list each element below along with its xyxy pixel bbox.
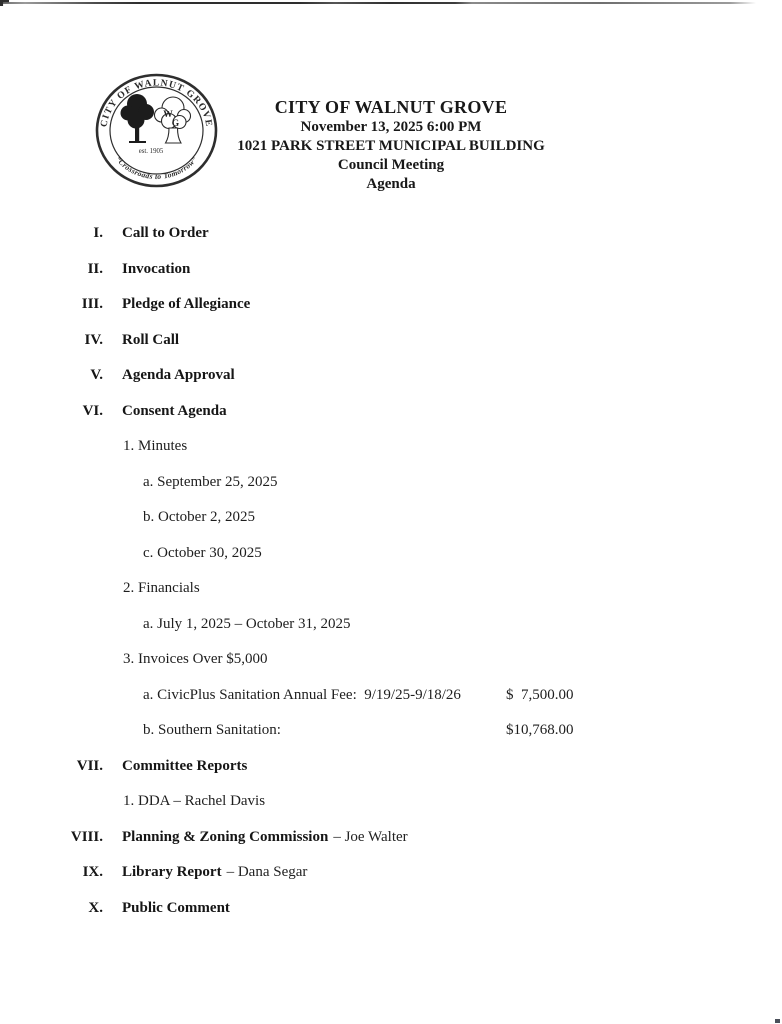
item-title: Library Report	[122, 864, 222, 880]
agenda-item-planning-zoning	[0, 829, 782, 865]
sub-item-label: 1. DDA – Rachel Davis	[123, 793, 266, 809]
consent-financials-heading	[0, 580, 782, 616]
invoice-item-civicplus	[0, 687, 782, 723]
sub-item-label: 1. Minutes	[123, 438, 188, 454]
invoice-description: a. CivicPlus Sanitation Annual Fee: 9/19/25-9/18/26	[143, 686, 461, 703]
item-numeral: I.	[93, 225, 103, 241]
item-title: Planning & Zoning Commission	[122, 828, 329, 845]
invoice-amount: $10,768.00	[506, 722, 574, 738]
financials-period-item	[0, 616, 782, 652]
document-type: Agenda	[366, 176, 416, 192]
item-numeral: II.	[87, 260, 103, 277]
minutes-date-item	[0, 509, 782, 545]
item-presenter: – Dana Segar	[226, 864, 308, 880]
item-numeral: IV.	[84, 331, 103, 348]
agenda-item-pledge	[0, 296, 782, 332]
item-title: Pledge of Allegiance	[122, 296, 251, 312]
agenda-item-library-report	[0, 864, 782, 900]
item-presenter: – Joe Walter	[333, 828, 408, 845]
consent-minutes-heading	[0, 438, 782, 474]
minutes-date-item	[0, 474, 782, 510]
committee-sub-item-dda	[0, 793, 782, 829]
item-numeral: VI.	[82, 402, 103, 419]
meeting-type: Council Meeting	[337, 157, 445, 173]
item-numeral: IX.	[82, 864, 103, 880]
item-title: Agenda Approval	[122, 367, 235, 383]
item-numeral: VII.	[76, 757, 103, 774]
agenda-item-consent-agenda	[0, 403, 782, 439]
item-title: Call to Order	[122, 225, 209, 241]
sub-item-label: 2. Financials	[123, 580, 200, 596]
scan-artifact-line	[0, 2, 756, 4]
agenda-list	[0, 225, 782, 935]
sub-item-label: c. October 30, 2025	[143, 544, 262, 561]
item-title: Public Comment	[122, 899, 230, 916]
invoice-amount: $ 7,500.00	[506, 686, 574, 703]
invoice-item-southern-sanitation	[0, 722, 782, 758]
agenda-item-invocation	[0, 261, 782, 297]
item-title: Committee Reports	[122, 757, 248, 774]
item-numeral: V.	[90, 367, 103, 383]
seal-established-text: est. 1905	[138, 148, 164, 155]
agenda-item-agenda-approval	[0, 367, 782, 403]
seal-bottom-text: “Crossroads to Tomorrow”	[113, 154, 200, 182]
sub-item-label: a. July 1, 2025 – October 31, 2025	[143, 615, 351, 632]
item-numeral: III.	[81, 296, 103, 312]
item-title: Consent Agenda	[122, 402, 227, 419]
agenda-item-roll-call	[0, 332, 782, 368]
sub-item-label: 3. Invoices Over $5,000	[123, 651, 268, 667]
page-title: CITY OF WALNUT GROVE	[274, 97, 508, 117]
scan-artifact-speck	[775, 1019, 780, 1023]
document-header	[0, 96, 782, 194]
seal-monogram-w: W	[163, 110, 173, 120]
sub-item-label: a. September 25, 2025	[143, 473, 278, 490]
seal-top-text: CITY OF WALNUT GROVE	[98, 77, 215, 128]
meeting-location: 1021 PARK STREET MUNICIPAL BUILDING	[237, 138, 545, 154]
invoice-description: b. Southern Sanitation:	[143, 722, 281, 738]
minutes-date-item	[0, 545, 782, 581]
agenda-item-public-comment	[0, 900, 782, 936]
agenda-item-committee-reports	[0, 758, 782, 794]
item-numeral: VIII.	[70, 828, 103, 845]
meeting-datetime: November 13, 2025 6:00 PM	[300, 119, 482, 135]
agenda-item-call-to-order	[0, 225, 782, 261]
consent-invoices-heading	[0, 651, 782, 687]
item-numeral: X.	[88, 899, 103, 916]
seal-monogram-g: G	[171, 119, 180, 129]
item-title: Roll Call	[122, 331, 180, 348]
item-title: Invocation	[122, 260, 191, 277]
sub-item-label: b. October 2, 2025	[143, 509, 256, 525]
